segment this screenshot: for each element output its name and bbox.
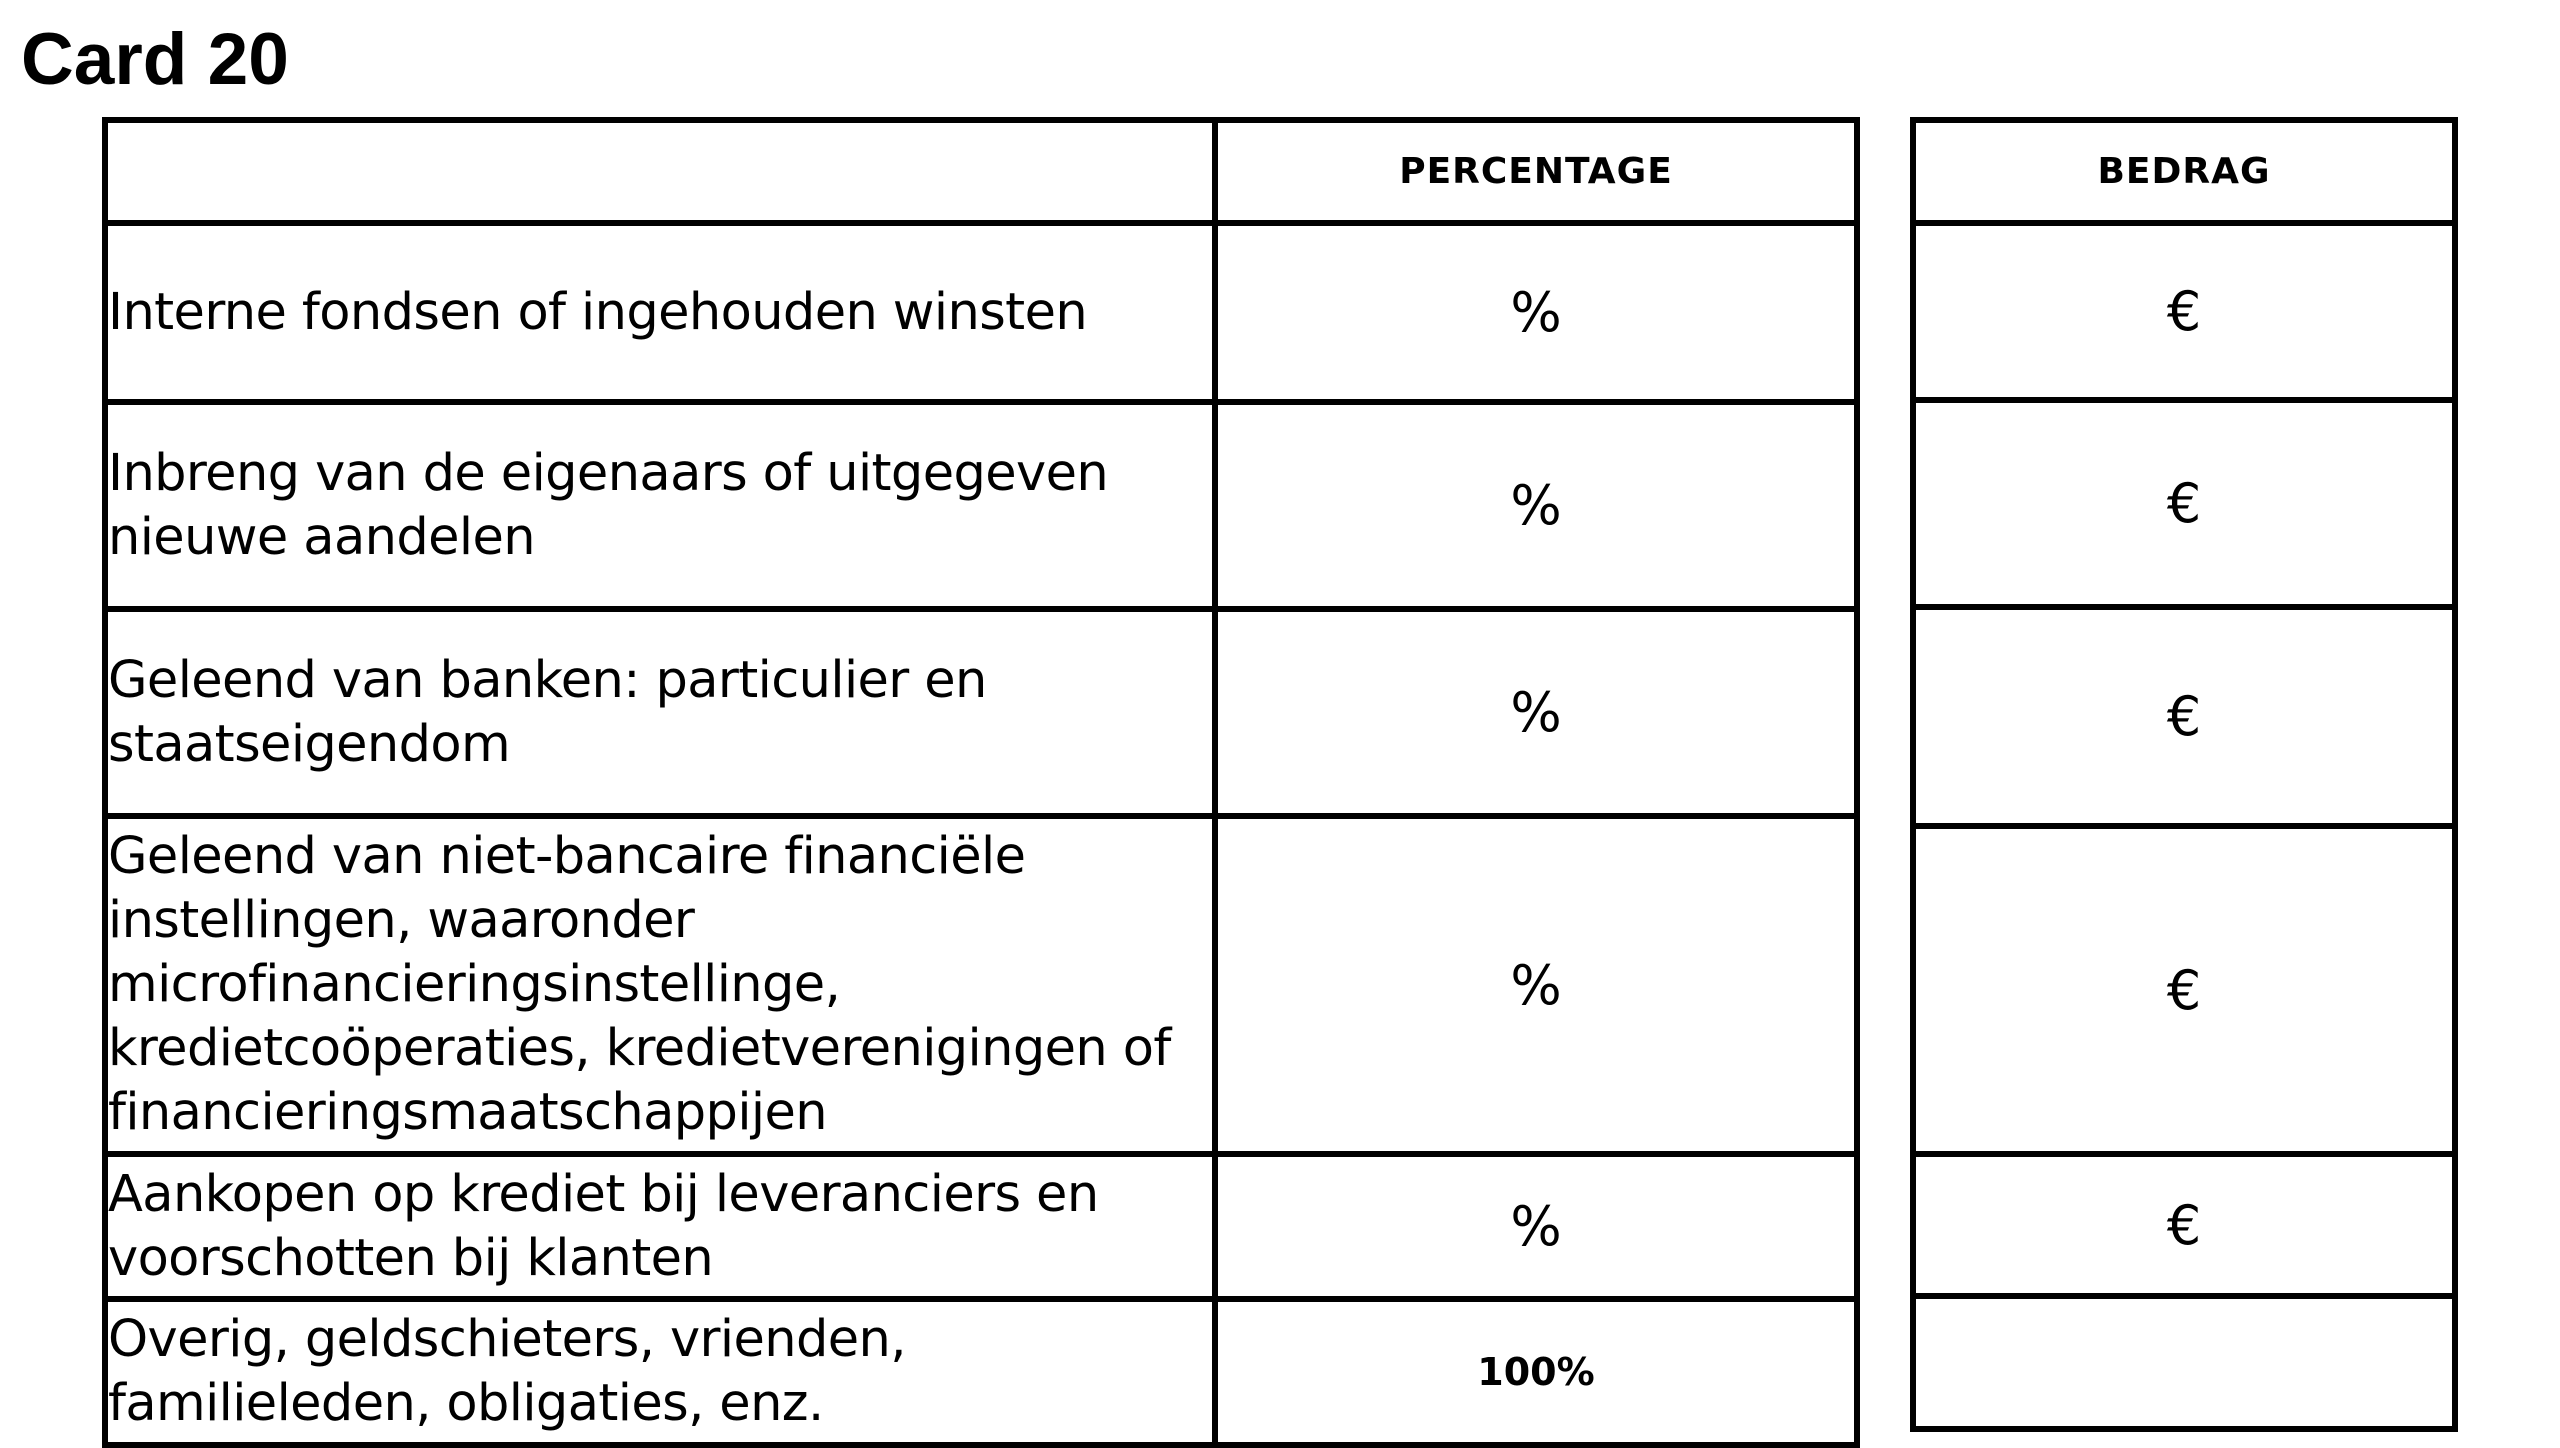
label-column-header bbox=[105, 120, 1215, 223]
amount-cell[interactable]: € bbox=[1913, 223, 2455, 400]
table-row bbox=[105, 1299, 1857, 1445]
percentage-cell[interactable]: % bbox=[1215, 223, 1857, 402]
total-percentage-cell: 100% bbox=[1215, 1299, 1857, 1445]
source-label: Geleend van niet-bancaire financiële instellingen, waaronder microfinancieringsinstellinge, kredietcoöperaties, kredietverenigingen of financieringsmaatschappijen bbox=[105, 816, 1215, 1154]
table-row bbox=[1913, 1154, 2455, 1296]
financing-sources-table bbox=[102, 117, 1860, 1448]
page-title: Card 20 bbox=[21, 19, 289, 100]
amount-column-header: BEDRAG bbox=[1913, 120, 2455, 223]
percentage-column-header: PERCENTAGE bbox=[1215, 120, 1857, 223]
table-row bbox=[105, 609, 1857, 816]
table-row bbox=[1913, 223, 2455, 400]
table-row bbox=[105, 1154, 1857, 1299]
source-label: Geleend van banken: particulier en staatseigendom bbox=[105, 609, 1215, 816]
table-row bbox=[105, 223, 1857, 402]
table-row bbox=[1913, 400, 2455, 607]
amount-cell[interactable]: € bbox=[1913, 400, 2455, 607]
amount-cell[interactable]: € bbox=[1913, 607, 2455, 826]
percentage-cell[interactable]: % bbox=[1215, 402, 1857, 609]
table-header-row bbox=[1913, 120, 2455, 223]
table-row bbox=[1913, 826, 2455, 1154]
percentage-cell[interactable]: % bbox=[1215, 816, 1857, 1154]
source-label: Inbreng van de eigenaars of uitgegeven nieuwe aandelen bbox=[105, 402, 1215, 609]
amount-cell[interactable]: € bbox=[1913, 1154, 2455, 1296]
percentage-cell[interactable]: % bbox=[1215, 609, 1857, 816]
table-header-row bbox=[105, 120, 1857, 223]
amount-total-cell[interactable] bbox=[1913, 1296, 2455, 1429]
table-row bbox=[1913, 1296, 2455, 1429]
table-row bbox=[105, 816, 1857, 1154]
source-label: Interne fondsen of ingehouden winsten bbox=[105, 223, 1215, 402]
source-label: Overig, geldschieters, vrienden, familieleden, obligaties, enz. bbox=[105, 1299, 1215, 1445]
amount-cell[interactable]: € bbox=[1913, 826, 2455, 1154]
table-row bbox=[105, 402, 1857, 609]
source-label: Aankopen op krediet bij leveranciers en voorschotten bij klanten bbox=[105, 1154, 1215, 1299]
percentage-cell[interactable]: % bbox=[1215, 1154, 1857, 1299]
table-row bbox=[1913, 607, 2455, 826]
amount-table bbox=[1910, 117, 2458, 1432]
